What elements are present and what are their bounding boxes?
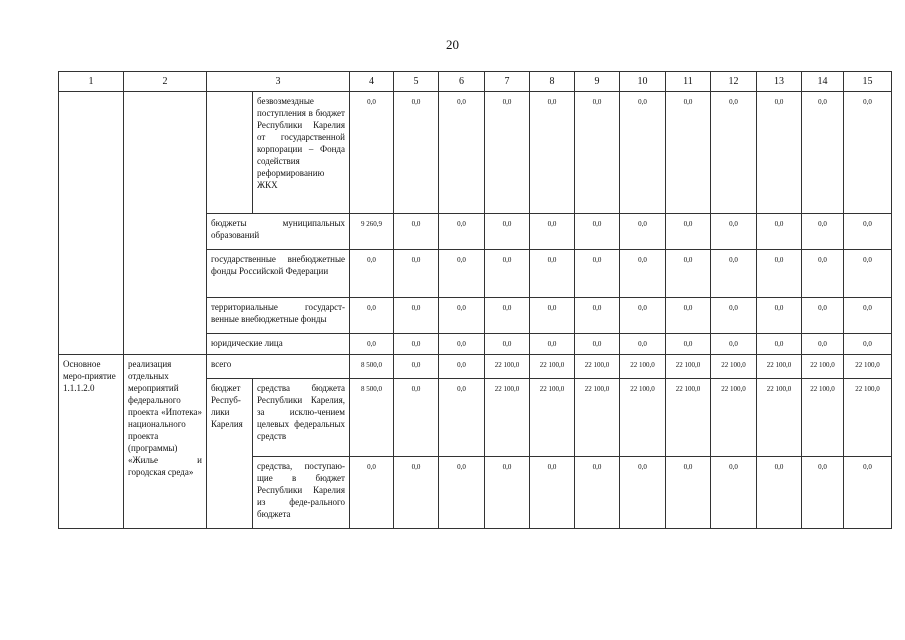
value-cell: 22 100,0 — [620, 355, 666, 379]
value-cell: 0,0 — [711, 457, 757, 529]
value-cell: 0,0 — [844, 298, 892, 334]
empty-cell — [207, 92, 253, 214]
value-cell: 0,0 — [394, 298, 439, 334]
value-cell: 0,0 — [757, 214, 802, 250]
value-cell: 0,0 — [439, 298, 485, 334]
value-cell: 22 100,0 — [620, 379, 666, 457]
source-label: бюджеты муниципальных образований — [207, 214, 350, 250]
activity-name: реализация отдельных мероприятий федерального проекта «Ипотека» национального проекта (программы) «Жилье и городская среда» — [124, 355, 207, 529]
value-cell: 22 100,0 — [711, 379, 757, 457]
value-cell: 0,0 — [530, 457, 575, 529]
value-cell: 0,0 — [666, 214, 711, 250]
value-cell: 0,0 — [620, 334, 666, 355]
value-cell: 0,0 — [439, 355, 485, 379]
source-label: всего — [207, 355, 350, 379]
column-header: 10 — [620, 72, 666, 92]
source-label: средства, поступаю-щие в бюджет Республики Карелия из феде-рального бюджета — [253, 457, 350, 529]
table-row — [59, 355, 892, 379]
value-cell: 22 100,0 — [530, 355, 575, 379]
source-label: средства бюджета Республики Карелия, за исклю-чением целевых федеральных средств — [253, 379, 350, 457]
value-cell: 0,0 — [350, 92, 394, 214]
value-cell: 22 100,0 — [575, 355, 620, 379]
value-cell: 0,0 — [711, 298, 757, 334]
column-header: 7 — [485, 72, 530, 92]
value-cell: 0,0 — [802, 457, 844, 529]
value-cell: 0,0 — [711, 214, 757, 250]
source-label: государственные внебюджетные фонды Российской Федерации — [207, 250, 350, 298]
column-header: 15 — [844, 72, 892, 92]
value-cell: 22 100,0 — [485, 355, 530, 379]
value-cell: 0,0 — [844, 92, 892, 214]
value-cell: 0,0 — [844, 457, 892, 529]
value-cell: 22 100,0 — [802, 355, 844, 379]
column-header: 3 — [207, 72, 350, 92]
column-header: 13 — [757, 72, 802, 92]
value-cell: 0,0 — [844, 214, 892, 250]
value-cell: 0,0 — [530, 298, 575, 334]
value-cell: 22 100,0 — [485, 379, 530, 457]
value-cell: 0,0 — [802, 214, 844, 250]
value-cell: 0,0 — [802, 250, 844, 298]
column-header: 2 — [124, 72, 207, 92]
value-cell: 0,0 — [757, 457, 802, 529]
column-header: 4 — [350, 72, 394, 92]
value-cell: 0,0 — [394, 214, 439, 250]
value-cell: 22 100,0 — [711, 355, 757, 379]
value-cell: 0,0 — [575, 92, 620, 214]
value-cell: 0,0 — [439, 214, 485, 250]
value-cell: 0,0 — [802, 298, 844, 334]
value-cell: 0,0 — [439, 379, 485, 457]
value-cell: 0,0 — [439, 457, 485, 529]
value-cell: 0,0 — [394, 334, 439, 355]
value-cell: 22 100,0 — [844, 379, 892, 457]
budget-label: бюджет Респуб-лики Карелия — [207, 379, 253, 529]
value-cell: 0,0 — [394, 92, 439, 214]
empty-cell — [124, 92, 207, 355]
empty-cell — [59, 92, 124, 355]
value-cell: 0,0 — [530, 250, 575, 298]
value-cell: 0,0 — [575, 334, 620, 355]
value-cell: 0,0 — [666, 457, 711, 529]
value-cell: 22 100,0 — [530, 379, 575, 457]
value-cell: 0,0 — [575, 298, 620, 334]
value-cell: 22 100,0 — [844, 355, 892, 379]
table-body — [59, 72, 892, 529]
value-cell: 0,0 — [394, 250, 439, 298]
value-cell: 0,0 — [530, 334, 575, 355]
header-row — [59, 72, 892, 92]
value-cell: 0,0 — [350, 334, 394, 355]
column-header: 12 — [711, 72, 757, 92]
value-cell: 9 260,9 — [350, 214, 394, 250]
column-header: 14 — [802, 72, 844, 92]
source-label: безвозмездные поступления в бюджет Республики Карелия от государственной корпорации – Фонда содействия реформированию ЖКХ — [253, 92, 350, 214]
source-label: территориальные государст-венные внебюджетные фонды — [207, 298, 350, 334]
page-number: 20 — [446, 37, 459, 52]
value-cell: 22 100,0 — [666, 355, 711, 379]
value-cell: 0,0 — [575, 457, 620, 529]
value-cell: 22 100,0 — [757, 355, 802, 379]
value-cell: 0,0 — [439, 250, 485, 298]
value-cell: 0,0 — [620, 92, 666, 214]
value-cell: 0,0 — [394, 355, 439, 379]
value-cell: 0,0 — [485, 334, 530, 355]
value-cell: 0,0 — [485, 250, 530, 298]
value-cell: 0,0 — [530, 214, 575, 250]
value-cell: 0,0 — [350, 298, 394, 334]
value-cell: 0,0 — [802, 334, 844, 355]
value-cell: 0,0 — [620, 250, 666, 298]
column-header: 9 — [575, 72, 620, 92]
column-header: 8 — [530, 72, 575, 92]
value-cell: 0,0 — [485, 298, 530, 334]
value-cell: 0,0 — [530, 92, 575, 214]
value-cell: 0,0 — [666, 334, 711, 355]
value-cell: 0,0 — [485, 214, 530, 250]
value-cell: 0,0 — [575, 214, 620, 250]
value-cell: 22 100,0 — [575, 379, 620, 457]
value-cell: 0,0 — [711, 334, 757, 355]
value-cell: 0,0 — [485, 92, 530, 214]
value-cell: 0,0 — [439, 334, 485, 355]
value-cell: 0,0 — [757, 334, 802, 355]
value-cell: 0,0 — [666, 92, 711, 214]
value-cell: 0,0 — [350, 457, 394, 529]
value-cell: 0,0 — [757, 298, 802, 334]
value-cell: 0,0 — [620, 214, 666, 250]
value-cell: 0,0 — [620, 298, 666, 334]
value-cell: 22 100,0 — [757, 379, 802, 457]
value-cell: 0,0 — [666, 298, 711, 334]
column-header: 1 — [59, 72, 124, 92]
budget-table — [58, 71, 892, 529]
value-cell: 22 100,0 — [666, 379, 711, 457]
column-header: 6 — [439, 72, 485, 92]
value-cell: 0,0 — [394, 379, 439, 457]
value-cell: 8 500,0 — [350, 355, 394, 379]
value-cell: 0,0 — [844, 334, 892, 355]
value-cell: 0,0 — [439, 92, 485, 214]
value-cell: 0,0 — [666, 250, 711, 298]
value-cell: 0,0 — [844, 250, 892, 298]
value-cell: 0,0 — [802, 92, 844, 214]
value-cell: 22 100,0 — [802, 379, 844, 457]
value-cell: 0,0 — [575, 250, 620, 298]
value-cell: 0,0 — [350, 250, 394, 298]
value-cell: 0,0 — [711, 92, 757, 214]
source-label: юридические лица — [207, 334, 350, 355]
value-cell: 0,0 — [757, 250, 802, 298]
value-cell: 0,0 — [485, 457, 530, 529]
value-cell: 0,0 — [757, 92, 802, 214]
value-cell: 8 500,0 — [350, 379, 394, 457]
value-cell: 0,0 — [711, 250, 757, 298]
table-row — [59, 92, 892, 214]
column-header: 11 — [666, 72, 711, 92]
activity-code: Основное меро-приятие 1.1.1.2.0 — [59, 355, 124, 529]
value-cell: 0,0 — [620, 457, 666, 529]
value-cell: 0,0 — [394, 457, 439, 529]
column-header: 5 — [394, 72, 439, 92]
